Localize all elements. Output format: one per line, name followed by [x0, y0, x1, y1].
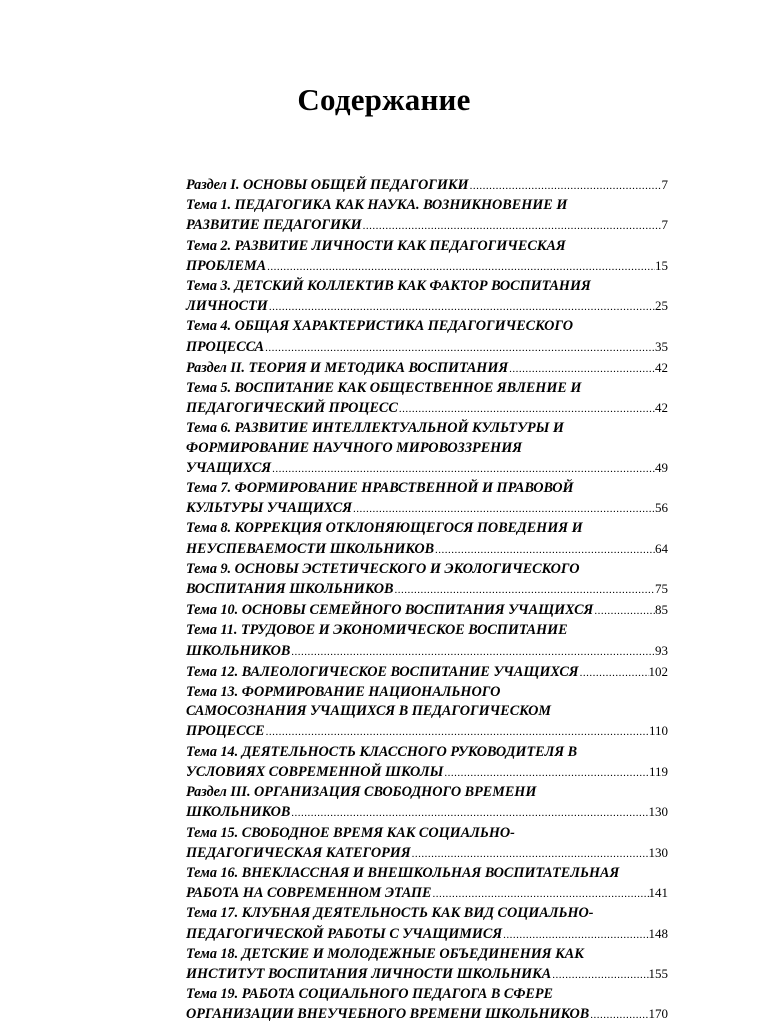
dot-leader [290, 804, 648, 823]
dot-leader [579, 664, 649, 683]
toc-entry-title-line: УЧАЩИХСЯ [186, 459, 272, 476]
toc-entry-title-line: ПЕДАГОГИЧЕСКОЙ РАБОТЫ С УЧАЩИМИСЯ [186, 925, 503, 942]
toc-entry-last-line [186, 883, 668, 904]
toc-entry-title-line: Тема 16. ВНЕКЛАССНАЯ И ВНЕШКОЛЬНАЯ ВОСПИТАТЕЛЬНАЯ [186, 864, 620, 881]
toc-entry-last-line [186, 398, 668, 419]
toc-entry-title-line: ОРГАНИЗАЦИИ ВНЕУЧЕБНОГО ВРЕМЕНИ ШКОЛЬНИКОВ [186, 1006, 590, 1023]
toc-page-number: 119 [648, 763, 668, 779]
dot-leader [551, 966, 648, 985]
toc-entry-last-line [186, 498, 668, 519]
toc-entry-title-line: Тема 12. ВАЛЕОЛОГИЧЕСКОЕ ВОСПИТАНИЕ УЧАЩИХСЯ [186, 663, 579, 680]
dot-leader [394, 581, 656, 600]
toc-entry-title-line: Раздел II. ТЕОРИЯ И МЕТОДИКА ВОСПИТАНИЯ [186, 359, 509, 376]
toc-entry[interactable] [186, 864, 668, 904]
toc-entry-title-line: Тема 10. ОСНОВЫ СЕМЕЙНОГО ВОСПИТАНИЯ УЧАЩИХСЯ [186, 602, 594, 619]
toc-entry-last-line [186, 579, 668, 600]
toc-page-number: 7 [661, 177, 668, 192]
toc-entry[interactable] [186, 479, 668, 519]
dot-leader [411, 845, 649, 864]
toc-entry-title-line: КУЛЬТУРЫ УЧАЩИХСЯ [186, 500, 353, 517]
dot-leader [271, 460, 655, 479]
dot-leader [593, 602, 655, 621]
toc-entry[interactable] [186, 662, 668, 683]
toc-entry[interactable] [186, 317, 668, 357]
dot-leader [431, 885, 648, 904]
toc-entry-title-line: Раздел III. ОРГАНИЗАЦИЯ СВОБОДНОГО ВРЕМЕНИ [186, 784, 537, 801]
toc-page-number: 35 [655, 338, 668, 354]
toc-page-number: 93 [655, 642, 668, 658]
dot-leader [266, 258, 655, 277]
toc-entry-title-line: ИНСТИТУТ ВОСПИТАНИЯ ЛИЧНОСТИ ШКОЛЬНИКА [186, 965, 552, 982]
toc-entry[interactable] [186, 783, 668, 823]
toc-entry-title-line: ПРОБЛЕМА [186, 257, 267, 274]
toc-entry-last-line [186, 600, 668, 621]
dot-leader [434, 541, 655, 560]
dot-leader [508, 360, 655, 379]
toc-entry[interactable] [186, 683, 668, 743]
toc-page-number: 130 [648, 804, 668, 820]
toc-entry-title-line: Тема 11. ТРУДОВОЕ И ЭКОНОМИЧЕСКОЕ ВОСПИТАНИЕ [186, 622, 568, 639]
toc-entry-title-line: ШКОЛЬНИКОВ [186, 642, 291, 659]
toc-page-number: 130 [648, 844, 668, 860]
toc-page-number: 155 [648, 965, 668, 981]
toc-page-number: 25 [655, 298, 668, 314]
toc-entry-title-line: Тема 9. ОСНОВЫ ЭСТЕТИЧЕСКОГО И ЭКОЛОГИЧЕСКОГО [186, 560, 580, 577]
toc-entry[interactable] [186, 379, 668, 419]
toc-entry-title-line: ПРОЦЕССА [186, 338, 265, 355]
toc-entry-title-line: Раздел I. ОСНОВЫ ОБЩЕЙ ПЕДАГОГИКИ [186, 177, 469, 193]
toc-page-number: 42 [655, 400, 668, 416]
toc-entry-title-line: Тема 15. СВОБОДНОЕ ВРЕМЯ КАК СОЦИАЛЬНО- [186, 824, 515, 841]
toc-entry-title-line: ПЕДАГОГИЧЕСКИЙ ПРОЦЕСС [186, 400, 398, 417]
toc-entry[interactable] [186, 743, 668, 783]
toc-entry-title-line: Тема 18. ДЕТСКИЕ И МОЛОДЕЖНЫЕ ОБЪЕДИНЕНИЯ КАК [186, 945, 584, 962]
toc-entry[interactable] [186, 600, 668, 621]
dot-leader [264, 339, 655, 358]
toc-entry-title-line: Тема 17. КЛУБНАЯ ДЕЯТЕЛЬНОСТЬ КАК ВИД СОЦИАЛЬНО- [186, 905, 594, 922]
toc-entry-title-line: Тема 14. ДЕЯТЕЛЬНОСТЬ КЛАССНОГО РУКОВОДИТЕЛЯ В [186, 743, 578, 760]
toc-entry-title-line: ФОРМИРОВАНИЕ НАУЧНОГО МИРОВОЗЗРЕНИЯ [186, 439, 523, 456]
toc-entry-title-line: Тема 19. РАБОТА СОЦИАЛЬНОГО ПЕДАГОГА В СФЕРЕ [186, 986, 554, 1003]
dot-leader [398, 400, 655, 419]
toc-entry[interactable] [186, 519, 668, 559]
toc-entry-last-line [186, 358, 668, 379]
toc-entry-title-line: ПРОЦЕССЕ [186, 723, 265, 740]
dot-leader [443, 764, 649, 783]
toc-page-number: 42 [655, 359, 668, 375]
toc-entry[interactable] [186, 419, 668, 479]
toc-entry-last-line [186, 802, 668, 823]
toc-entry-title-line: Тема 3. ДЕТСКИЙ КОЛЛЕКТИВ КАК ФАКТОР ВОСПИТАНИЯ [186, 278, 591, 295]
toc-entry[interactable] [186, 904, 668, 944]
toc-entry-title-line: Тема 13. ФОРМИРОВАНИЕ НАЦИОНАЛЬНОГО [186, 684, 501, 701]
dot-leader [589, 1006, 648, 1025]
toc-entry[interactable] [186, 985, 668, 1025]
toc-entry-title-line: Тема 5. ВОСПИТАНИЕ КАК ОБЩЕСТВЕННОЕ ЯВЛЕНИЕ И [186, 380, 582, 397]
toc-entry-last-line [186, 458, 668, 479]
toc-page-number: 141 [648, 885, 668, 901]
toc-entry-last-line [186, 256, 668, 277]
toc-entry-title-line: Тема 8. КОРРЕКЦИЯ ОТКЛОНЯЮЩЕГОСЯ ПОВЕДЕНИЯ И [186, 520, 583, 537]
toc-entry-title-line: ВОСПИТАНИЯ ШКОЛЬНИКОВ [186, 581, 394, 598]
dot-leader [362, 217, 662, 236]
toc-page-number: 75 [655, 581, 668, 597]
dot-leader [268, 298, 655, 317]
toc-page-number: 49 [655, 459, 668, 475]
toc-entry-last-line [186, 296, 668, 317]
toc-entry-last-line [186, 1004, 668, 1025]
toc-entry-title-line: ЛИЧНОСТИ [186, 298, 268, 315]
toc-entry[interactable] [186, 824, 668, 864]
toc-entry-last-line [186, 762, 668, 783]
toc-entry-title-line: САМОСОЗНАНИЯ УЧАЩИХСЯ В ПЕДАГОГИЧЕСКОМ [186, 703, 551, 720]
toc-page-number: 64 [655, 540, 668, 556]
toc-page-number: 15 [655, 257, 668, 273]
toc-entry[interactable] [186, 196, 668, 236]
toc-entry-title-line: ШКОЛЬНИКОВ [186, 804, 291, 821]
toc-entry-last-line [186, 175, 668, 196]
toc-page-number: 102 [648, 663, 668, 679]
toc-entry-last-line [186, 337, 668, 358]
toc-page-number: 56 [655, 500, 668, 516]
toc-entry-last-line [186, 539, 668, 560]
toc-page-number: 85 [655, 602, 668, 618]
toc-entry-title-line: ПЕДАГОГИЧЕСКАЯ КАТЕГОРИЯ [186, 844, 411, 861]
toc-entry-last-line [186, 964, 668, 985]
page-title: Содержание [297, 82, 471, 117]
toc-entry-title-line: Тема 6. РАЗВИТИЕ ИНТЕЛЛЕКТУАЛЬНОЙ КУЛЬТУРЫ И [186, 420, 564, 437]
toc-page-number: 148 [648, 925, 668, 941]
toc-entry[interactable] [186, 945, 668, 985]
toc-entry-last-line [186, 843, 668, 864]
dot-leader [502, 926, 648, 945]
table-of-contents [186, 175, 668, 1026]
toc-entry-title-line: Тема 4. ОБЩАЯ ХАРАКТЕРИСТИКА ПЕДАГОГИЧЕСКОГО [186, 318, 573, 335]
toc-entry[interactable] [186, 175, 668, 196]
toc-entry-title-line: НЕУСПЕВАЕМОСТИ ШКОЛЬНИКОВ [186, 540, 435, 557]
toc-page-number: 7 [661, 217, 668, 233]
toc-entry-title-line: Тема 7. ФОРМИРОВАНИЕ НРАВСТВЕННОЙ И ПРАВОВОЙ [186, 480, 574, 497]
dot-leader [265, 723, 649, 742]
toc-entry-last-line [186, 641, 668, 662]
toc-entry[interactable] [186, 560, 668, 600]
toc-entry[interactable] [186, 358, 668, 379]
toc-entry-last-line [186, 662, 668, 683]
toc-entry-title-line: РАБОТА НА СОВРЕМЕННОМ ЭТАПЕ [186, 885, 432, 902]
dot-leader [290, 643, 655, 662]
toc-entry[interactable] [186, 237, 668, 277]
dot-leader [469, 177, 662, 196]
toc-entry-title-line: Тема 2. РАЗВИТИЕ ЛИЧНОСТИ КАК ПЕДАГОГИЧЕСКАЯ [186, 237, 566, 254]
dot-leader [352, 500, 655, 519]
toc-entry[interactable] [186, 277, 668, 317]
toc-entry-title-line: Тема 1. ПЕДАГОГИКА КАК НАУКА. ВОЗНИКНОВЕНИЕ И [186, 197, 568, 214]
toc-page-number: 170 [648, 1006, 668, 1022]
toc-entry[interactable] [186, 621, 668, 661]
toc-page-number: 110 [648, 723, 668, 739]
toc-entry-title-line: РАЗВИТИЕ ПЕДАГОГИКИ [186, 217, 362, 234]
toc-entry-title-line: УСЛОВИЯХ СОВРЕМЕННОЙ ШКОЛЫ [186, 763, 444, 780]
toc-entry-last-line [186, 721, 668, 742]
toc-entry-last-line [186, 215, 668, 236]
toc-entry-last-line [186, 924, 668, 945]
